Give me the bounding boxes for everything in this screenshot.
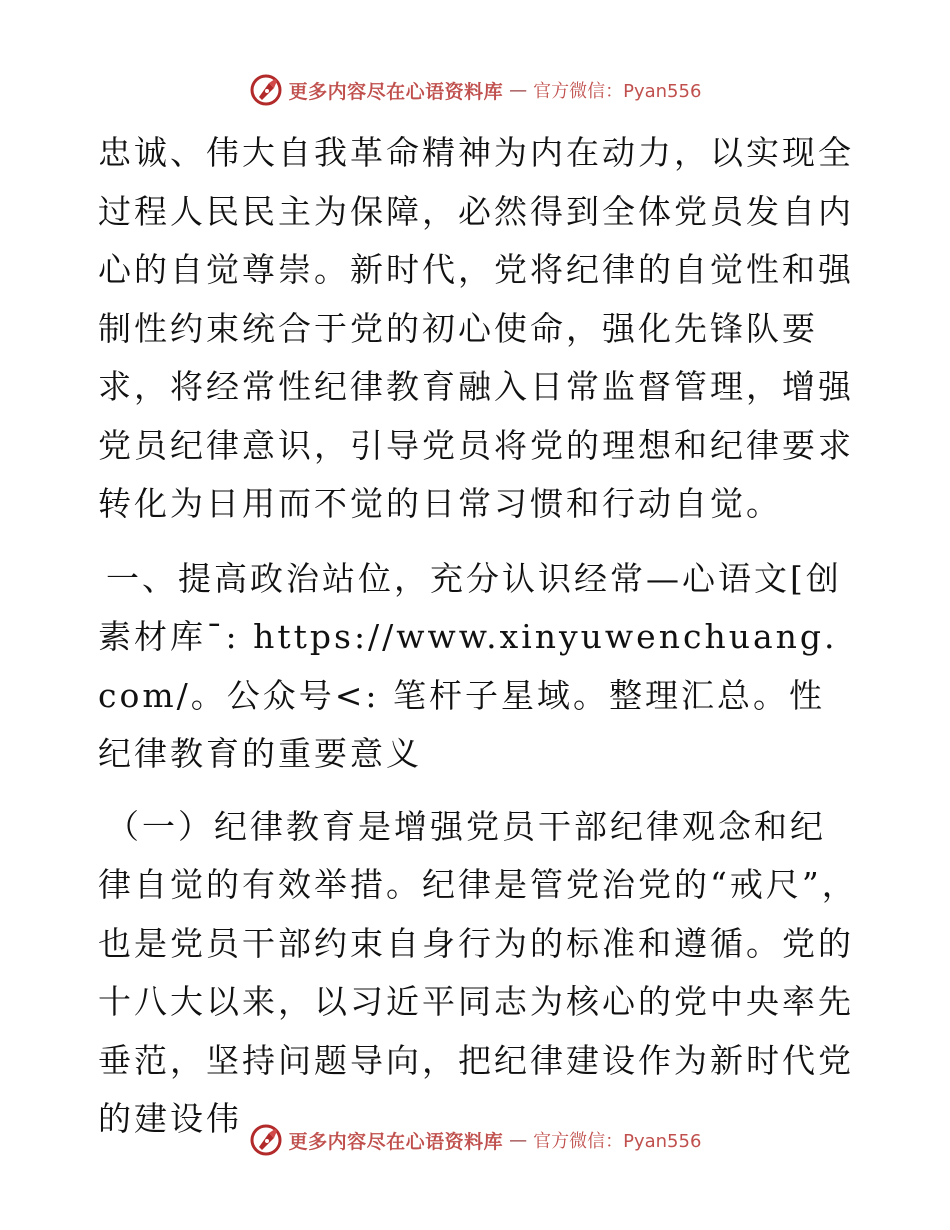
footer-separator: — xyxy=(509,1129,528,1151)
header-wechat-text: 官方微信：Pyan556 xyxy=(533,81,702,102)
section-heading-1: 一、提高政治站位，充分认识经常—心语文[创素材库¯: https://www.xinyuwenchuang.com/。公众号<: 笔杆子星域。整理汇总。性纪律教育的重要意义 xyxy=(98,558,842,773)
footer-banner xyxy=(0,1120,950,1160)
document-body xyxy=(98,124,858,1149)
header-banner xyxy=(0,70,950,110)
paragraph-1: 忠诚、伟大自我革命精神为内在动力，以实现全过程人民民主为保障，必然得到全体党员发自内心的自觉尊崇。新时代，党将纪律的自觉性和强制性约束统合于党的初心使命，强化先锋队要求，将经常性纪律教育融入日常监督管理，增强党员纪律意识，引导党员将党的理想和纪律要求转化为日用而不觉的日常习惯和行动自觉。 xyxy=(98,133,854,523)
pen-nib-logo-icon xyxy=(249,73,283,107)
pen-nib-logo-icon xyxy=(249,1123,283,1157)
footer-brand-text: 更多内容尽在心语资料库 xyxy=(288,1130,504,1153)
paragraph-3: （一）纪律教育是增强党员干部纪律观念和纪律自觉的有效举措。纪律是管党治党的“戒尺”，也是党员干部约束自身行为的标准和遵循。党的十八大以来，以习近平同志为核心的党中央率先垂范，坚持问题导向，把纪律建设作为新时代党的建设伟 xyxy=(98,806,858,1138)
header-brand-text: 更多内容尽在心语资料库 xyxy=(288,80,504,103)
footer-wechat-text: 官方微信：Pyan556 xyxy=(533,1131,702,1152)
header-separator: — xyxy=(509,79,528,101)
